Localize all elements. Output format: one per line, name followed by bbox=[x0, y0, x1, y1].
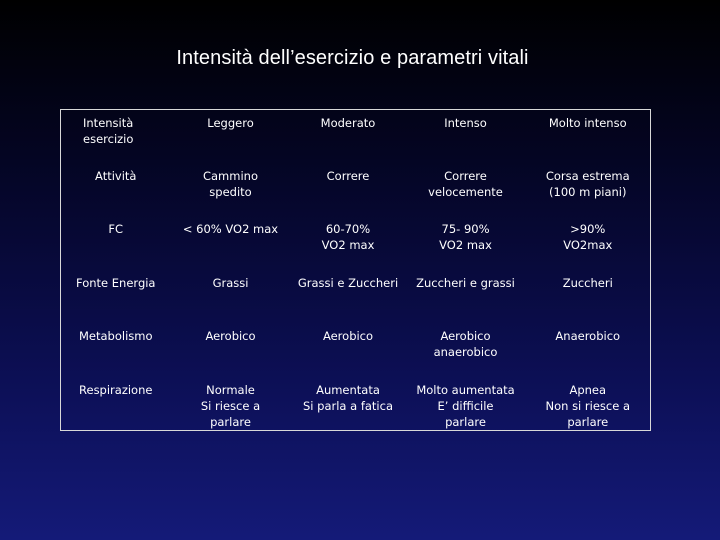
table-cell: Molto aumentata E’ difficile parlare bbox=[416, 382, 515, 429]
header-cell-intensity: Intensità esercizio bbox=[83, 116, 134, 146]
table-row-breathing bbox=[61, 377, 651, 431]
table-cell: Corsa estrema (100 m piani) bbox=[545, 168, 630, 199]
table-cell: Aerobico bbox=[322, 329, 374, 344]
table-cell: Aerobico bbox=[205, 329, 256, 344]
exercise-intensity-table bbox=[60, 109, 651, 431]
row-label-activity: Attività bbox=[95, 168, 137, 183]
table-cell: Cammino spedito bbox=[202, 168, 258, 199]
table-header-row bbox=[61, 110, 651, 163]
row-label-energy-source: Fonte Energia bbox=[76, 275, 156, 290]
table-cell: < 60% VO2 max bbox=[182, 222, 279, 237]
table-row-heart-rate bbox=[61, 216, 651, 269]
row-label-heart-rate: FC bbox=[108, 222, 124, 237]
header-cell-very-intense: Molto intenso bbox=[548, 116, 627, 130]
table-cell: Normale Si riesce a parlare bbox=[200, 382, 261, 429]
table-row-activity bbox=[61, 163, 651, 216]
row-label-metabolism: Metabolismo bbox=[78, 329, 153, 344]
table-cell: Grassi bbox=[212, 275, 249, 290]
header-cell-light: Leggero bbox=[207, 116, 254, 130]
table-cell: Aumentata Si parla a fatica bbox=[303, 382, 393, 413]
table-row-energy-source bbox=[61, 270, 651, 323]
table-row-metabolism bbox=[61, 323, 651, 376]
table-cell: Aerobico anaerobico bbox=[433, 329, 498, 360]
table-cell: Zuccheri e grassi bbox=[416, 275, 515, 290]
header-cell-moderate: Moderato bbox=[320, 116, 376, 130]
table-cell: Apnea Non si riesce a parlare bbox=[545, 382, 630, 429]
row-label-breathing: Respirazione bbox=[79, 382, 153, 397]
table-cell: >90% VO2max bbox=[563, 222, 613, 253]
table-cell: Correre velocemente bbox=[428, 168, 503, 199]
slide-title: Intensità dell’esercizio e parametri vitali bbox=[176, 47, 529, 69]
table-cell: Correre bbox=[326, 168, 370, 183]
table-cell: 75- 90% VO2 max bbox=[439, 222, 492, 253]
table-cell: Anaerobico bbox=[555, 329, 621, 344]
table-cell: Grassi e Zuccheri bbox=[297, 275, 399, 290]
table-cell: Zuccheri bbox=[562, 275, 613, 290]
table-cell: 60-70% VO2 max bbox=[321, 222, 375, 253]
header-cell-intense: Intenso bbox=[444, 116, 487, 130]
